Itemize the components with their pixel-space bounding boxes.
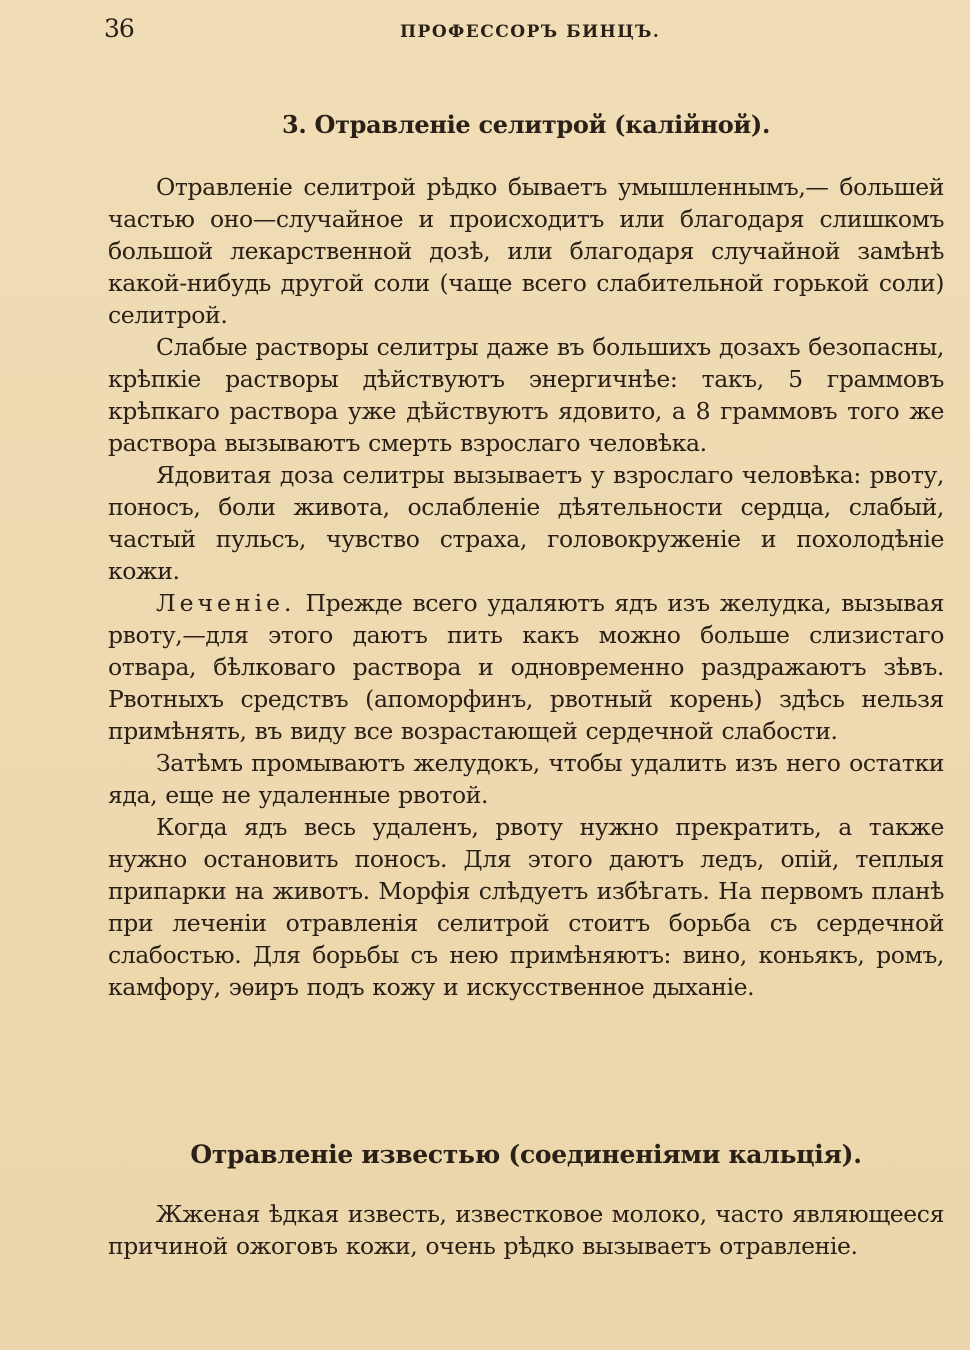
paragraph: Слабые растворы селитры даже въ большихъ дозахъ безопасны, крѣпкіе растворы дѣйствуютъ энергичнѣе: такъ, 5 граммовъ крѣпкаго раствора уже дѣйствуютъ ядовито, а 8 граммовъ того же раствора вызываютъ смерть взрослаго человѣка. bbox=[108, 333, 944, 457]
section-body-lime bbox=[108, 1198, 944, 1262]
paragraph: Отравленіе селитрой рѣдко бываетъ умышленнымъ,— большей частью оно—случайное и происходитъ или благодаря слишкомъ большой лекарственной дозѣ, или благодаря случайной замѣнѣ какой-нибудь другой соли (чаще всего слабительной горькой соли) селитрой. bbox=[108, 173, 944, 329]
page-number: 36 bbox=[104, 14, 134, 43]
paragraph: Жженая ѣдкая известь, известковое молоко, часто являющееся причиной ожоговъ кожи, очень рѣдко вызываетъ отравленіе. bbox=[108, 1200, 944, 1260]
treatment-lead-word: Леченіе. bbox=[156, 589, 296, 617]
running-head bbox=[104, 14, 944, 50]
paragraph: Когда ядъ весь удаленъ, рвоту нужно прекратить, а также нужно остановить поносъ. Для этого даютъ ледъ, опій, теплыя припарки на животъ. Морфія слѣдуетъ избѣгать. На первомъ планѣ при леченіи отравленія селитрой стоитъ борьба съ сердечной слабостью. Для борьбы съ нею примѣняютъ: вино, коньякъ, ромъ, камфору, эѳиръ подъ кожу и искусственное дыханіе. bbox=[108, 813, 944, 1001]
paragraph: Ядовитая доза селитры вызываетъ у взрослаго человѣка: рвоту, поносъ, боли живота, ослабленіе дѣятельности сердца, слабый, частый пульсъ, чувство страха, головокруженіе и похолодѣніе кожи. bbox=[108, 461, 944, 585]
running-title: ПРОФЕССОРЪ БИНЦЪ. bbox=[400, 22, 661, 42]
paragraph-treatment bbox=[108, 587, 944, 747]
section-body-saltpeter bbox=[108, 171, 944, 1003]
section-heading-lime: Отравленіе известью (соединеніями кальція). bbox=[190, 1140, 862, 1169]
paragraph: Затѣмъ промываютъ желудокъ, чтобы удалить изъ него остатки яда, еще не удаленные рвотой. bbox=[108, 749, 944, 809]
treatment-text: Прежде всего удаляютъ ядъ изъ желудка, вызывая рвоту,—для этого даютъ пить какъ можно больше слизистаго отвара, бѣлковаго раствора и одновременно раздражаютъ зѣвъ. Рвотныхъ средствъ (апоморфинъ, рвотный корень) здѣсь нельзя примѣнять, въ виду все возрастающей сердечной слабости. bbox=[108, 589, 944, 745]
section-heading-saltpeter: 3. Отравленіе селитрой (калійной). bbox=[281, 110, 771, 139]
